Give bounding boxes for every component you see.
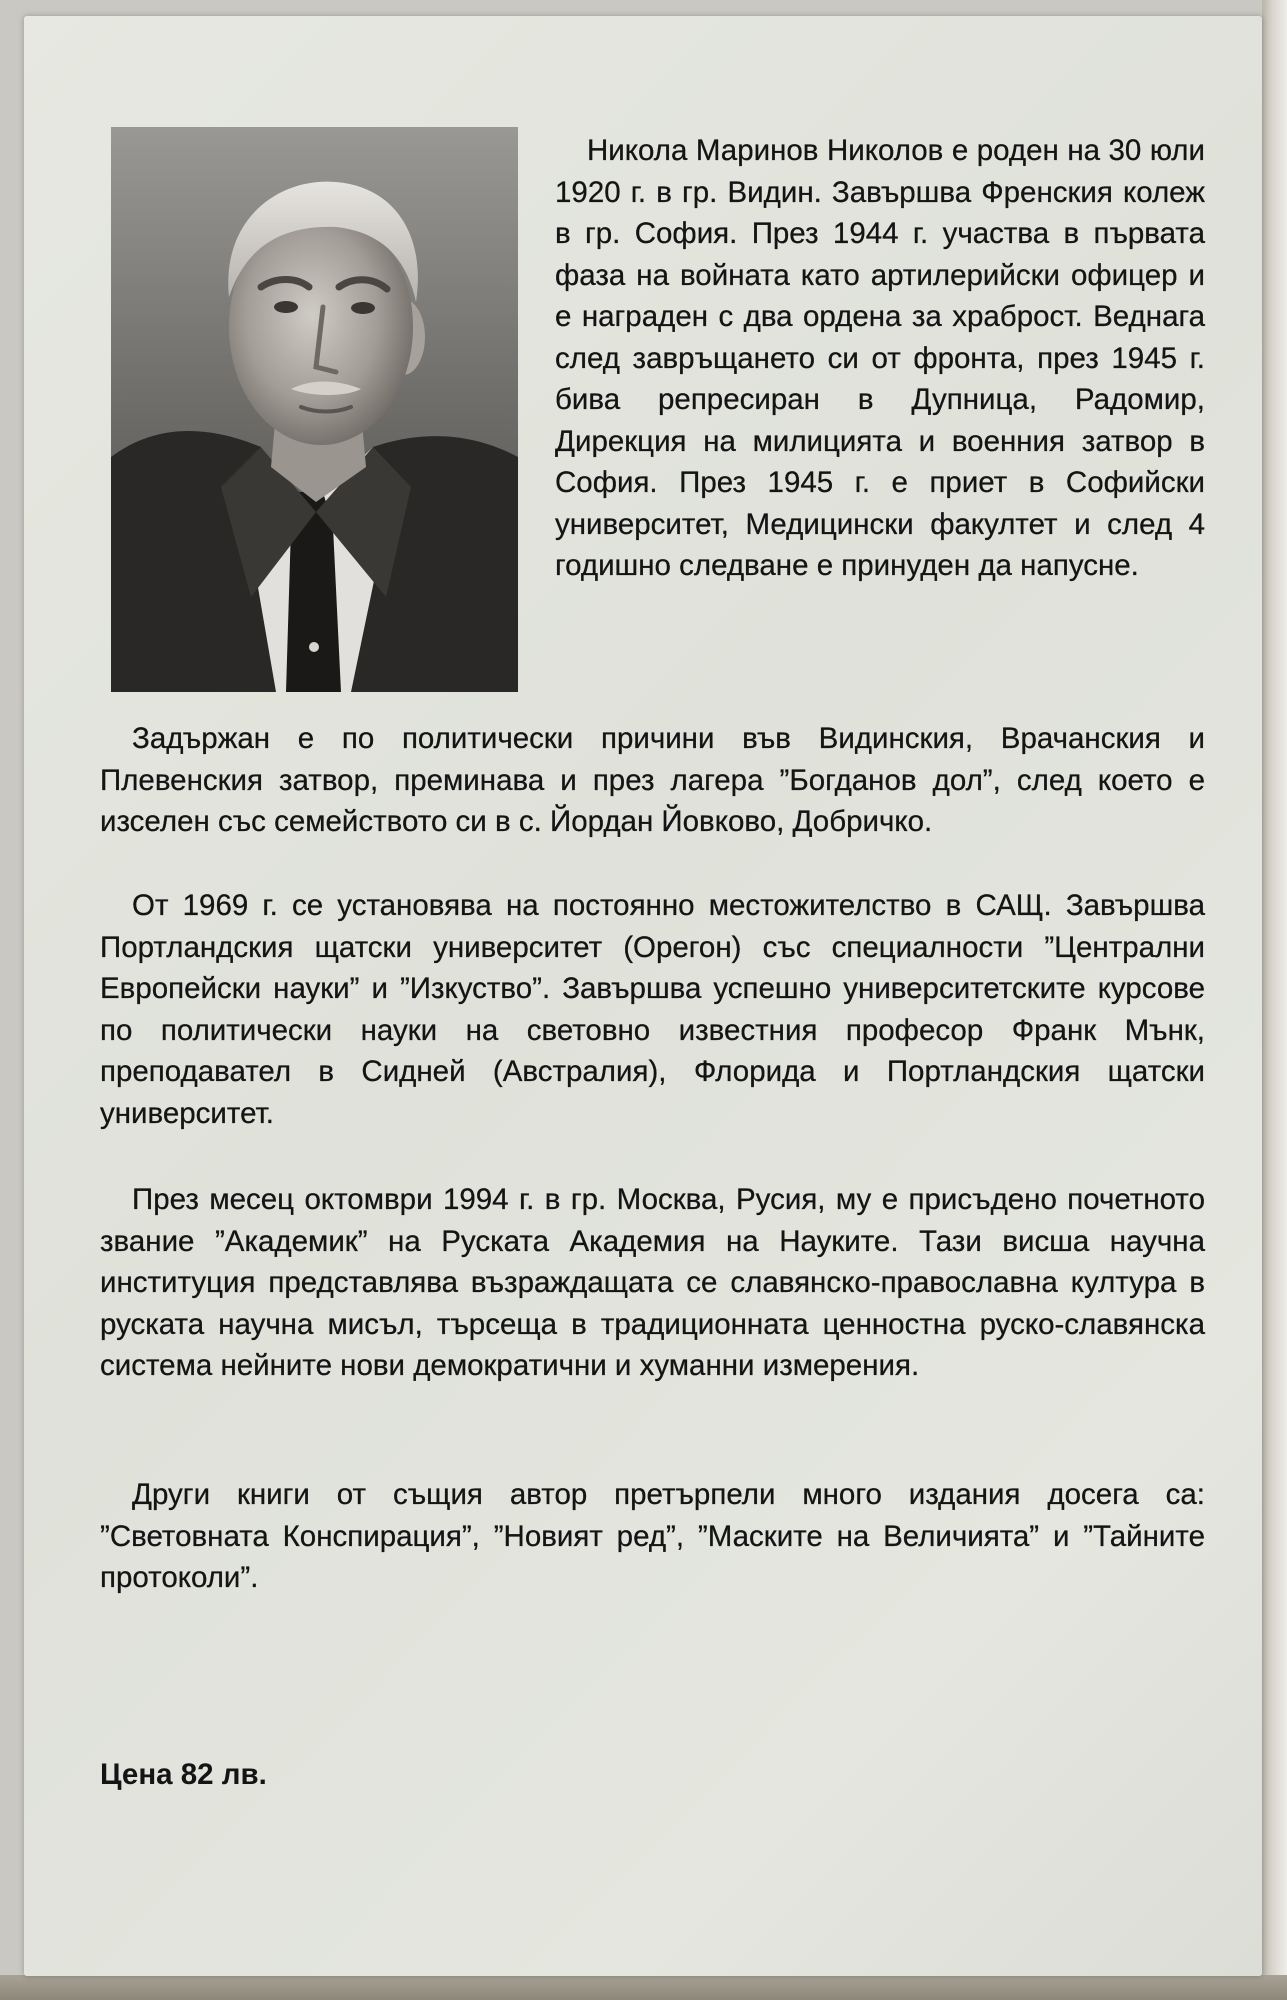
author-portrait-photo	[111, 127, 518, 692]
portrait-photo-icon	[111, 127, 518, 692]
background-bottom-edge	[0, 1975, 1287, 2000]
author-bio-intro: Никола Маринов Николов е роден на 30 юли 1920 г. в гр. Видин. Завършва Френския колеж в гр. София. През 1944 г. участва в първата фаза на войната като артилерийски офицер и е награден с два ордена за храброст. Веднага след завръщането си от фронта, през 1945 г. бива репресиран в Дупница, Радомир, Дирекция на милицията и военния затвор в София. През 1945 г. е приет в Софийски университет, Медицински факултет и след 4 годишно следване е принуден да напусне.	[555, 134, 1205, 582]
bio-paragraph-academician: През месец октомври 1994 г. в гр. Москва, Русия, му е присъдено почетното звание ”Академик” на Руската Академия на Науките. Тази висша научна институция представлява възраждащата се славянско-православна култура в руската научна мисъл, търсеща в традиционната ценностна руско-славянска система нейните нови демократични и хуманни измерения.	[100, 1183, 1205, 1382]
bio-paragraph-usa: От 1969 г. се установява на постоянно местожителство в САЩ. Завършва Портландския щатски университет (Орегон) със специалности ”Централни Европейски науки” и ”Изкуство”. Завършва успешно университетските курсове по политически науки на световно известния професор Франк Мънк, преподавател в Сидней (Австралия), Флорида и Портландския щатски университет.	[100, 889, 1205, 1130]
bio-paragraph-imprisonment: Задържан е по политически причини във Видинския, Врачанския и Плевенския затвор, преминава и през лагера ”Богданов дол”, след което е изселен със семейството си в с. Йордан Йовково, Добричко.	[100, 722, 1205, 838]
book-price: Цена 82 лв.	[100, 1758, 267, 1791]
bio-paragraph-other-books: Други книги от същия автор претърпели много издания досега са: ”Световната Конспирация”, ”Новият ред”, ”Маските на Величията” и ”Тайните протоколи”.	[100, 1478, 1205, 1594]
background-right-edge	[1262, 0, 1287, 2000]
